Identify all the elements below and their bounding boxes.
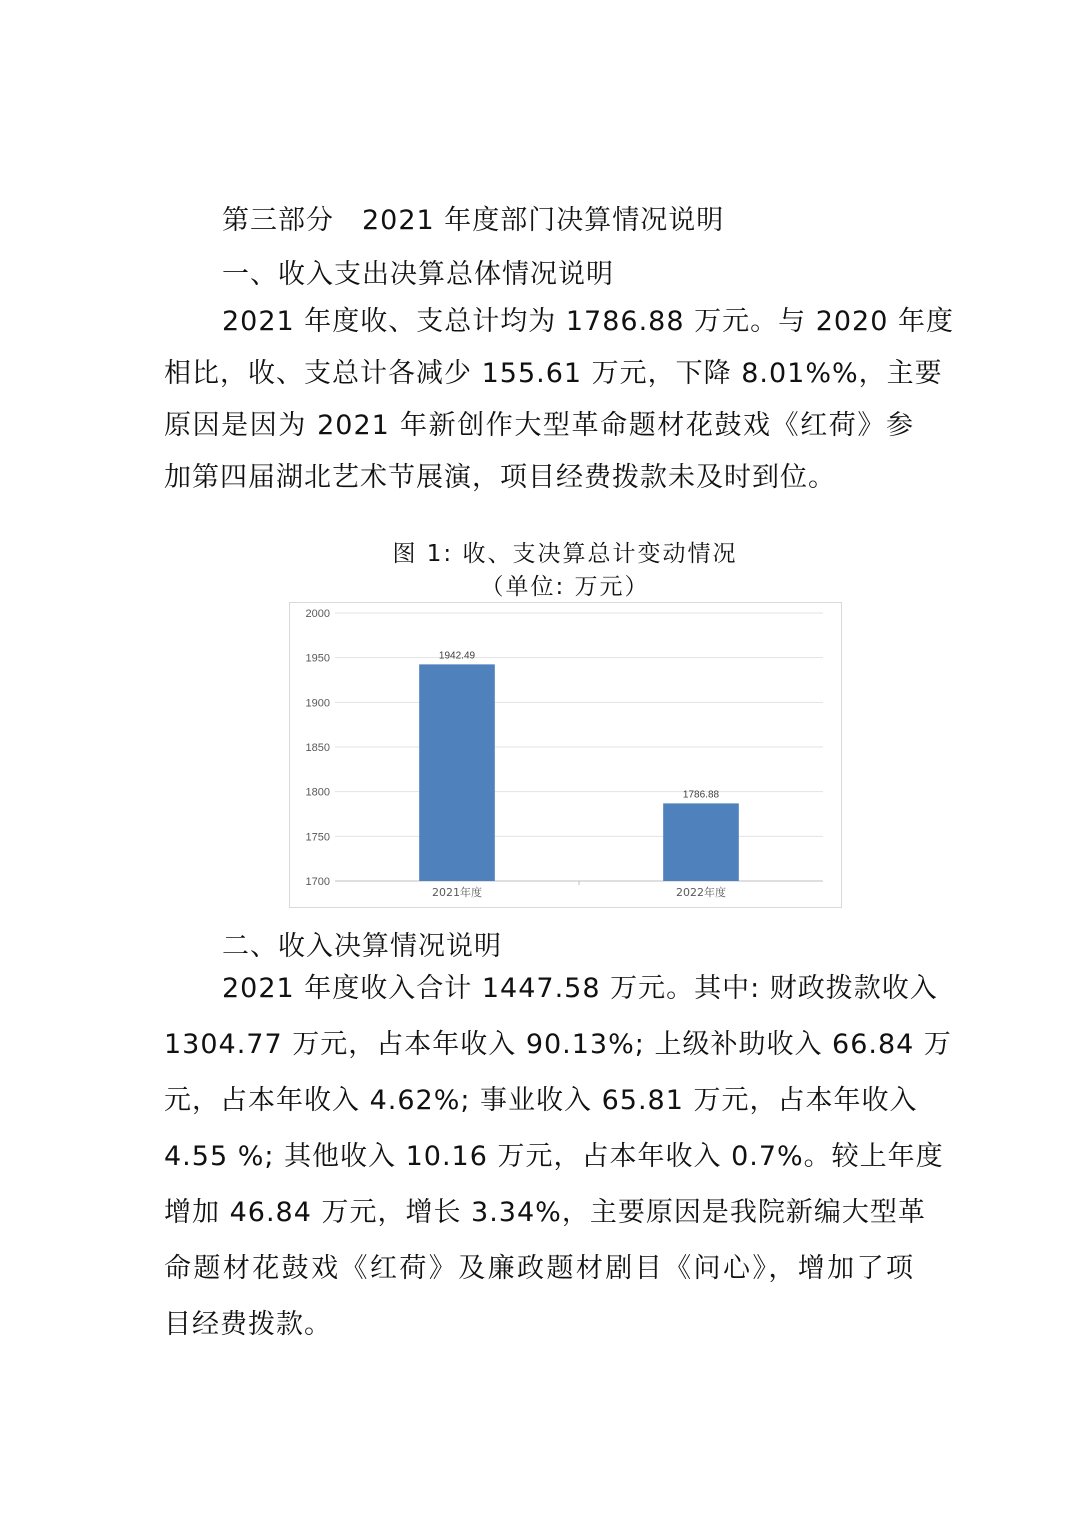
bar-chart-svg <box>289 602 842 908</box>
data-label: 1786.88 <box>682 789 720 801</box>
paragraph-line: 1304.77 万元，占本年收入 90.13%; 上级补助收入 66.84 万 <box>164 1029 952 1060</box>
paragraph-line: 2021 年度收入合计 1447.58 万元。其中: 财政拨款收入 <box>222 973 938 1004</box>
y-tick-label: 1900 <box>305 697 330 710</box>
x-tick-label: 2022年度 <box>676 886 726 899</box>
bar-chart <box>289 602 842 908</box>
y-tick-label: 1800 <box>305 786 330 799</box>
paragraph-line: 相比，收、支总计各减少 155.61 万元，下降 8.01%%，主要 <box>164 358 943 389</box>
paragraph-line: 增加 46.84 万元，增长 3.34%，主要原因是我院新编大型革 <box>164 1197 926 1228</box>
y-tick-label: 1750 <box>305 831 330 844</box>
paragraph-income <box>164 963 952 1351</box>
y-tick-label: 1950 <box>305 652 330 665</box>
paragraph-line: 元，占本年收入 4.62%; 事业收入 65.81 万元，占本年收入 <box>164 1085 918 1116</box>
y-tick-label: 1850 <box>305 742 330 754</box>
paragraph-line: 目经费拨款。 <box>164 1309 332 1340</box>
bar <box>419 664 495 881</box>
paragraph-line: 原因是因为 2021 年新创作大型革命题材花鼓戏《红荷》参 <box>164 410 914 441</box>
heading-income-details: 二、收入决算情况说明 <box>222 931 502 962</box>
y-tick-label: 1700 <box>305 876 330 888</box>
paragraph-line: 2021 年度收、支总计均为 1786.88 万元。与 2020 年度 <box>222 306 954 337</box>
figure-unit: （单位: 万元） <box>480 574 650 600</box>
figure-caption: 图 1: 收、支决算总计变动情况 <box>392 541 738 567</box>
data-label: 1942.49 <box>438 650 476 662</box>
paragraph-line: 加第四届湖北艺术节展演，项目经费拨款未及时到位。 <box>164 462 836 493</box>
paragraph-line: 命题材花鼓戏《红荷》及廉政题材剧目《问心》，增加了项 <box>164 1253 914 1284</box>
bar <box>663 803 739 881</box>
paragraph-line: 4.55 %; 其他收入 10.16 万元，占本年收入 0.7%。较上年度 <box>164 1141 944 1172</box>
section-title: 第三部分 2021 年度部门决算情况说明 <box>222 205 725 236</box>
heading-income-expenditure-overview: 一、收入支出决算总体情况说明 <box>222 259 614 290</box>
paragraph-overview <box>164 296 954 504</box>
x-tick-label: 2021年度 <box>432 886 482 899</box>
y-tick-label: 2000 <box>305 608 330 620</box>
chart-frame <box>290 603 842 908</box>
